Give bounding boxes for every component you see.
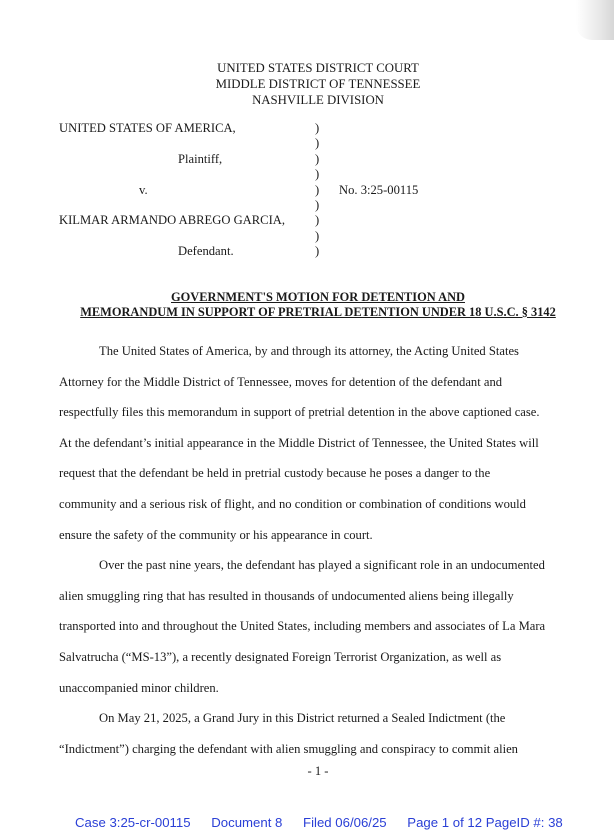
- body-line: Attorney for the Middle District of Tennessee, moves for detention of the defendant and: [59, 374, 503, 389]
- body-line: request that the defendant be held in pretrial custody because he poses a danger to the: [59, 466, 491, 481]
- caption-paren: ): [315, 228, 320, 243]
- versus-label: v.: [139, 182, 148, 197]
- footer-document-number: Document 8: [211, 815, 283, 830]
- body-line: “Indictment”) charging the defendant with alien smuggling and conspiracy to commit alien: [59, 741, 518, 756]
- defendant-role: Defendant.: [178, 244, 234, 259]
- motion-title: [0, 290, 614, 320]
- caption-paren: ): [315, 244, 320, 259]
- body-line: community and a serious risk of flight, and no condition or combination of conditions would: [59, 496, 526, 511]
- defendant-party: KILMAR ARMANDO ABREGO GARCIA,: [59, 213, 286, 228]
- body-line: respectfully files this memorandum in support of pretrial detention in the above captioned case.: [59, 405, 540, 420]
- case-caption-parties: [59, 121, 319, 260]
- page-corner-shadow: [576, 0, 614, 40]
- caption-paren: ): [315, 182, 320, 197]
- plaintiff-role: Plaintiff,: [178, 151, 223, 166]
- body-line: ensure the safety of the community or his appearance in court.: [59, 527, 373, 542]
- caption-paren: ): [315, 136, 320, 151]
- page-number: - 1 -: [307, 764, 329, 778]
- caption-paren: ): [315, 167, 320, 182]
- body-line: Salvatrucha (“MS-13”), a recently designated Foreign Terrorist Organization, as well as: [59, 649, 502, 664]
- case-number: No. 3:25-00115: [339, 183, 419, 197]
- body-line: The United States of America, by and through its attorney, the Acting United States: [99, 344, 519, 358]
- footer-case-number: Case 3:25-cr-00115: [75, 815, 191, 830]
- ecf-footer-stamp: [75, 815, 563, 830]
- caption-paren: ): [315, 213, 320, 228]
- caption-paren: ): [315, 151, 320, 166]
- caption-paren-column: [315, 121, 325, 260]
- court-division: NASHVILLE DIVISION: [252, 93, 384, 107]
- caption-paren: ): [315, 197, 320, 212]
- footer-filed-date: Filed 06/06/25: [303, 815, 387, 830]
- body-line: On May 21, 2025, a Grand Jury in this District returned a Sealed Indictment (the: [99, 711, 506, 726]
- motion-body: [59, 336, 571, 764]
- caption-paren: ): [315, 121, 320, 135]
- footer-page-info: Page 1 of 12 PageID #: 38: [407, 815, 563, 830]
- court-header: [0, 60, 614, 108]
- body-line: transported into and throughout the United States, including members and associates of La Mara: [59, 619, 546, 634]
- body-line: At the defendant’s initial appearance in the Middle District of Tennessee, the United States will: [59, 435, 539, 450]
- motion-title-line-1: GOVERNMENT'S MOTION FOR DETENTION AND: [171, 290, 465, 304]
- body-line: alien smuggling ring that has resulted in thousands of undocumented aliens being illegally: [59, 588, 514, 603]
- body-line: unaccompanied minor children.: [59, 680, 219, 695]
- body-line: Over the past nine years, the defendant has played a significant role in an undocumented: [99, 558, 545, 573]
- court-name: UNITED STATES DISTRICT COURT: [217, 61, 419, 75]
- plaintiff-party: UNITED STATES OF AMERICA,: [59, 121, 236, 135]
- motion-title-line-2: MEMORANDUM IN SUPPORT OF PRETRIAL DETENTION UNDER 18 U.S.C. § 3142: [80, 305, 556, 319]
- court-district: MIDDLE DISTRICT OF TENNESSEE: [215, 77, 421, 91]
